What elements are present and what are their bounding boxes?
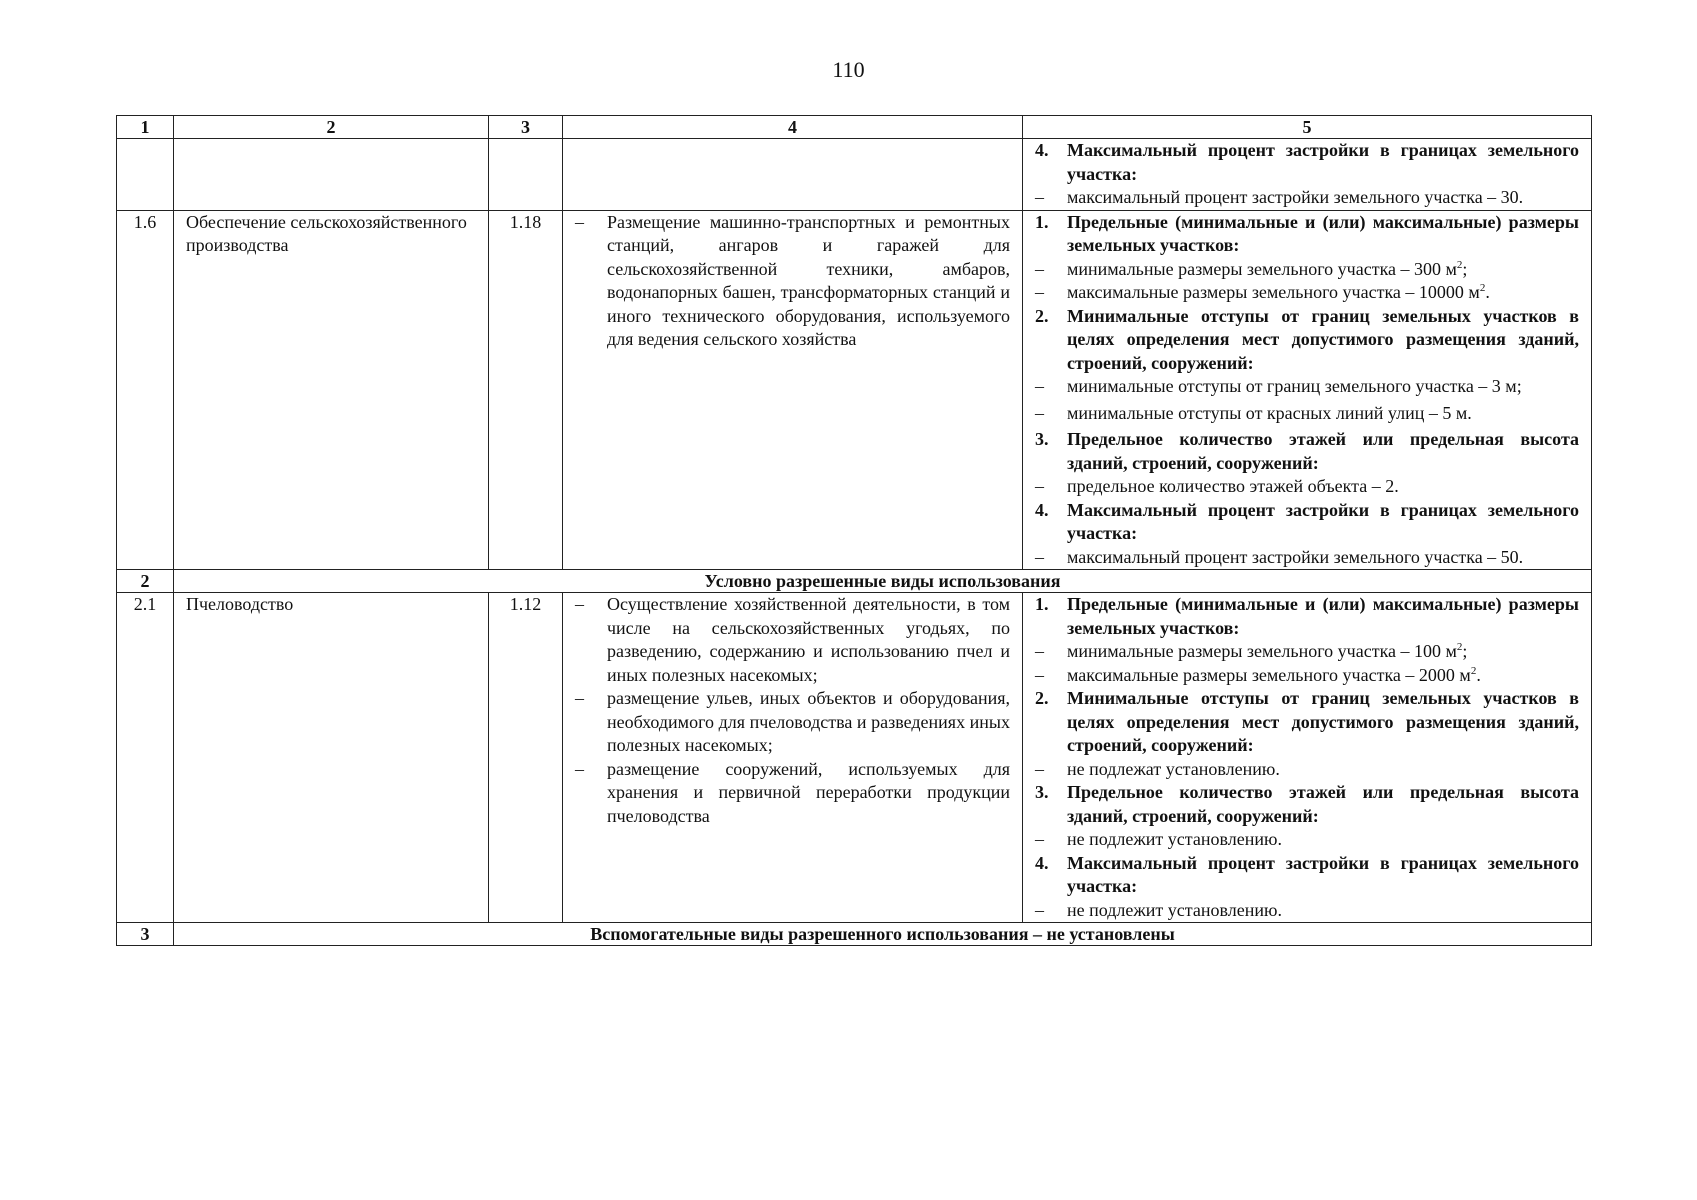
parameter-value: – максимальный процент застройки земельного участка – 30. bbox=[1035, 186, 1579, 210]
parameter-value: – минимальные размеры земельного участка – 100 $м^2$; bbox=[1035, 640, 1579, 664]
use-name-cell bbox=[174, 139, 489, 211]
use-description-cell bbox=[563, 593, 1023, 923]
parameter-heading: 3. Предельное количество этажей или предельная высота зданий, строений, сооружений: bbox=[1035, 782, 1579, 826]
column-number-4: 4 bbox=[563, 116, 1023, 139]
column-number-3: 3 bbox=[489, 116, 563, 139]
parameter-heading: 3. Предельное количество этажей или предельная высота зданий, строений, сооружений: bbox=[1035, 429, 1579, 473]
section-number: 3 bbox=[117, 923, 174, 946]
use-code-cell bbox=[489, 139, 563, 211]
row-number-cell: 2.1 bbox=[117, 593, 174, 923]
parameter-value: – максимальный процент застройки земельного участка – 50. bbox=[1035, 546, 1579, 570]
column-numbers-row bbox=[117, 116, 1592, 139]
parameter-value: – не подлежит установлению. bbox=[1035, 828, 1579, 852]
parameters-cell bbox=[1023, 210, 1592, 570]
row-number-cell bbox=[117, 139, 174, 211]
use-description-cell bbox=[563, 210, 1023, 570]
section-number: 2 bbox=[117, 570, 174, 593]
parameter-heading: 2. Минимальные отступы от границ земельных участков в целях определения мест допустимого размещения зданий, строений, сооружений: bbox=[1035, 688, 1579, 755]
section-row-3 bbox=[117, 923, 1592, 946]
section-title: Вспомогательные виды разрешенного использования – не установлены bbox=[174, 923, 1592, 946]
use-code-cell: 1.12 bbox=[489, 593, 563, 923]
parameter-heading: 1. Предельные (минимальные и (или) максимальные) размеры земельных участков: bbox=[1035, 211, 1579, 255]
parameter-heading: 4. Максимальный процент застройки в границах земельного участка: bbox=[1035, 140, 1579, 184]
description-item: – размещение сооружений, используемых для хранения и первичной переработки продукции пчеловодства bbox=[575, 758, 1010, 829]
land-use-regulations-table bbox=[116, 115, 1592, 946]
table-row-2-1 bbox=[117, 593, 1592, 923]
parameter-value: – максимальные размеры земельного участка – 10000 $м^2$. bbox=[1035, 281, 1579, 305]
section-row-2 bbox=[117, 570, 1592, 593]
parameter-value: – не подлежат установлению. bbox=[1035, 758, 1579, 782]
column-number-5: 5 bbox=[1023, 116, 1592, 139]
parameter-value: – максимальные размеры земельного участка – 2000 $м^2$. bbox=[1035, 664, 1579, 688]
parameter-value: – не подлежит установлению. bbox=[1035, 899, 1579, 923]
description-item: – размещение ульев, иных объектов и оборудования, необходимого для пчеловодства и разведениях иных полезных насекомых; bbox=[575, 687, 1010, 758]
section-title: Условно разрешенные виды использования bbox=[174, 570, 1592, 593]
table-row-continuation bbox=[117, 139, 1592, 211]
parameter-value: – минимальные отступы от красных линий улиц – 5 м. bbox=[1035, 402, 1579, 426]
use-description-cell bbox=[563, 139, 1023, 211]
parameters-cell bbox=[1023, 593, 1592, 923]
description-item: – Размещение машинно-транспортных и ремонтных станций, ангаров и гаражей для сельскохозяйственной техники, амбаров, водонапорных башен, трансформаторных станций и иного технического оборудования, используемого для ведения сельского хозяйства bbox=[575, 211, 1010, 352]
page-number: 110 bbox=[832, 57, 865, 82]
use-code-cell: 1.18 bbox=[489, 210, 563, 570]
column-number-1: 1 bbox=[117, 116, 174, 139]
use-name-cell: Пчеловодство bbox=[174, 593, 489, 923]
parameter-value: – минимальные размеры земельного участка – 300 $м^2$; bbox=[1035, 258, 1579, 282]
parameter-heading: 1. Предельные (минимальные и (или) максимальные) размеры земельных участков: bbox=[1035, 594, 1579, 638]
parameter-value: – предельное количество этажей объекта – 2. bbox=[1035, 475, 1579, 499]
row-number-cell: 1.6 bbox=[117, 210, 174, 570]
parameter-heading: 4. Максимальный процент застройки в границах земельного участка: bbox=[1035, 852, 1579, 896]
column-number-2: 2 bbox=[174, 116, 489, 139]
parameter-value: – минимальные отступы от границ земельного участка – 3 м; bbox=[1035, 375, 1579, 399]
parameter-heading: 2. Минимальные отступы от границ земельных участков в целях определения мест допустимого размещения зданий, строений, сооружений: bbox=[1035, 305, 1579, 373]
table-row-1-6 bbox=[117, 210, 1592, 570]
parameter-heading: 4. Максимальный процент застройки в границах земельного участка: bbox=[1035, 499, 1579, 543]
parameters-cell bbox=[1023, 139, 1592, 211]
description-item: – Осуществление хозяйственной деятельности, в том числе на сельскохозяйственных угодьях, по разведению, содержанию и использованию пчел и иных полезных насекомых; bbox=[575, 593, 1010, 687]
use-name-cell: Обеспечение сельскохозяйственного производства bbox=[174, 210, 489, 570]
